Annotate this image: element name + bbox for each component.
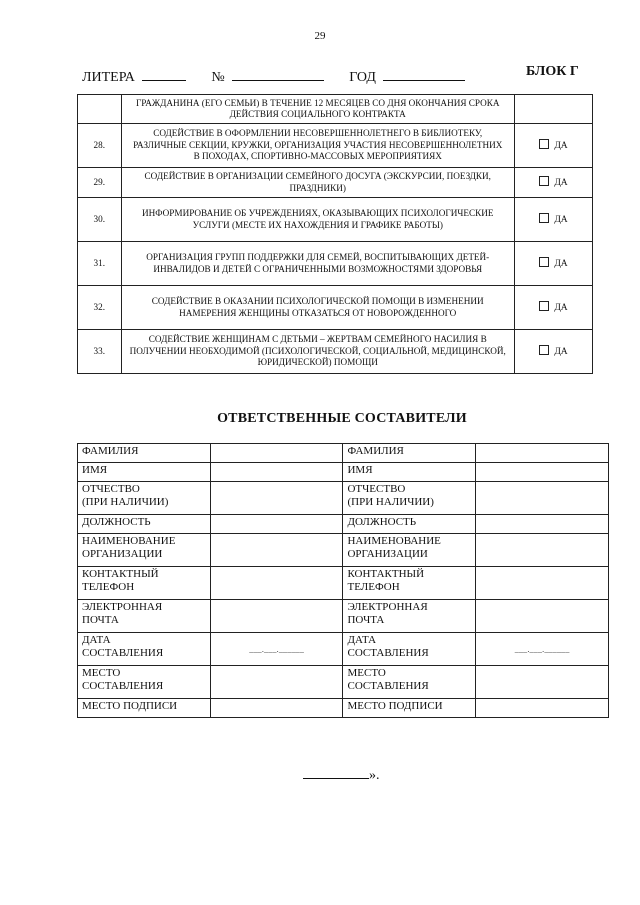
author-field-value[interactable] xyxy=(210,699,343,718)
yes-checkbox[interactable] xyxy=(539,301,549,311)
author-field-label: ДАТА СОСТАВЛЕНИЯ xyxy=(343,633,476,666)
yes-label: ДА xyxy=(554,302,568,313)
author-field-label: ДОЛЖНОСТЬ xyxy=(78,515,211,534)
author-field-value[interactable] xyxy=(476,699,609,718)
service-description: СОДЕЙСТВИЕ В ОФОРМЛЕНИИ НЕСОВЕРШЕННОЛЕТНЕГО В БИБЛИОТЕКУ, РАЗЛИЧНЫЕ СЕКЦИИ, КРУЖКИ, ОРГАНИЗАЦИЯ УЧАСТИЯ НЕСОВЕРШЕННОЛЕТНИХ В ПОХОДАХ, СПОРТИВНО-МАССОВЫХ МЕРОПРИЯТИЯХ xyxy=(121,124,514,168)
service-row xyxy=(78,242,593,286)
service-number: 28. xyxy=(78,124,122,168)
yes-checkbox[interactable] xyxy=(539,176,549,186)
author-row xyxy=(78,633,609,666)
footer-suffix: ». xyxy=(369,768,380,783)
yes-label: ДА xyxy=(554,177,568,188)
service-row xyxy=(78,330,593,374)
service-number: 31. xyxy=(78,242,122,286)
services-table xyxy=(77,94,593,374)
footer-blank-field[interactable] xyxy=(303,766,369,779)
number-field[interactable] xyxy=(232,68,324,81)
yes-checkbox[interactable] xyxy=(539,213,549,223)
authors-title: ОТВЕТСТВЕННЫЕ СОСТАВИТЕЛИ xyxy=(217,411,467,426)
author-field-value[interactable] xyxy=(210,515,343,534)
yes-label: ДА xyxy=(554,258,568,269)
author-field-label: МЕСТО СОСТАВЛЕНИЯ xyxy=(343,666,476,699)
service-row xyxy=(78,286,593,330)
service-row xyxy=(78,124,593,168)
author-field-label: КОНТАКТНЫЙ ТЕЛЕФОН xyxy=(78,567,211,600)
service-number xyxy=(78,95,122,124)
author-field-label: ФАМИЛИЯ xyxy=(343,444,476,463)
author-field-label: ОТЧЕСТВО (ПРИ НАЛИЧИИ) xyxy=(343,482,476,515)
author-field-label: ЭЛЕКТРОННАЯ ПОЧТА xyxy=(343,600,476,633)
service-number: 29. xyxy=(78,168,122,198)
author-field-label: ИМЯ xyxy=(78,463,211,482)
author-row xyxy=(78,666,609,699)
service-answer-cell xyxy=(514,95,592,124)
litera-field[interactable] xyxy=(142,68,186,81)
litera-label: ЛИТЕРА xyxy=(82,70,135,85)
author-field-value[interactable] xyxy=(210,633,343,666)
author-field-label: ИМЯ xyxy=(343,463,476,482)
block-label: БЛОК Г xyxy=(526,64,579,79)
service-description: ИНФОРМИРОВАНИЕ ОБ УЧРЕЖДЕНИЯХ, ОКАЗЫВАЮЩИХ ПСИХОЛОГИЧЕСКИЕ УСЛУГИ (МЕСТЕ ИХ НАХОЖДЕНИЯ И ГРАФИКЕ РАБОТЫ) xyxy=(121,198,514,242)
service-description: СОДЕЙСТВИЕ В ОРГАНИЗАЦИИ СЕМЕЙНОГО ДОСУГА (ЭКСКУРСИИ, ПОЕЗДКИ, ПРАЗДНИКИ) xyxy=(121,168,514,198)
author-field-value[interactable] xyxy=(210,444,343,463)
year-field[interactable] xyxy=(383,68,465,81)
service-answer-cell xyxy=(514,242,592,286)
yes-label: ДА xyxy=(554,214,568,225)
yes-checkbox[interactable] xyxy=(539,345,549,355)
author-field-value[interactable] xyxy=(210,482,343,515)
service-description: СОДЕЙСТВИЕ ЖЕНЩИНАМ С ДЕТЬМИ – ЖЕРТВАМ СЕМЕЙНОГО НАСИЛИЯ В ПОЛУЧЕНИИ НЕОБХОДИМОЙ (ПСИХОЛОГИЧЕСКОЙ, СОЦИАЛЬНОЙ, МЕДИЦИНСКОЙ, ЮРИДИЧЕСКОЙ) ПОМОЩИ xyxy=(121,330,514,374)
author-field-value[interactable] xyxy=(476,482,609,515)
author-row xyxy=(78,444,609,463)
author-field-value[interactable] xyxy=(476,444,609,463)
author-field-value[interactable] xyxy=(476,600,609,633)
service-answer-cell xyxy=(514,286,592,330)
author-field-value[interactable] xyxy=(210,534,343,567)
number-label: № xyxy=(211,70,225,85)
service-number: 33. xyxy=(78,330,122,374)
service-answer-cell xyxy=(514,124,592,168)
form-header xyxy=(82,68,469,86)
service-row xyxy=(78,95,593,124)
author-field-label: МЕСТО ПОДПИСИ xyxy=(343,699,476,718)
author-field-label: ДОЛЖНОСТЬ xyxy=(343,515,476,534)
yes-label: ДА xyxy=(554,140,568,151)
author-field-value[interactable] xyxy=(210,567,343,600)
author-field-label: КОНТАКТНЫЙ ТЕЛЕФОН xyxy=(343,567,476,600)
author-row xyxy=(78,463,609,482)
service-description: ОРГАНИЗАЦИЯ ГРУПП ПОДДЕРЖКИ ДЛЯ СЕМЕЙ, ВОСПИТЫВАЮЩИХ ДЕТЕЙ-ИНВАЛИДОВ И ДЕТЕЙ С ОГРАНИЧЕННЫМИ ВОЗМОЖНОСТЯМИ ЗДОРОВЬЯ xyxy=(121,242,514,286)
author-field-value[interactable] xyxy=(476,515,609,534)
author-row xyxy=(78,567,609,600)
footer-line xyxy=(303,766,380,784)
service-answer-cell xyxy=(514,330,592,374)
service-number: 32. xyxy=(78,286,122,330)
service-description: СОДЕЙСТВИЕ В ОКАЗАНИИ ПСИХОЛОГИЧЕСКОЙ ПОМОЩИ В ИЗМЕНЕНИИ НАМЕРЕНИЯ ЖЕНЩИНЫ ОТКАЗАТЬСЯ ОТ НОВОРОЖДЕННОГО xyxy=(121,286,514,330)
service-number: 30. xyxy=(78,198,122,242)
author-field-value[interactable] xyxy=(476,666,609,699)
author-field-value[interactable] xyxy=(210,600,343,633)
author-field-label: ЭЛЕКТРОННАЯ ПОЧТА xyxy=(78,600,211,633)
author-row xyxy=(78,699,609,718)
service-description: ГРАЖДАНИНА (ЕГО СЕМЬИ) В ТЕЧЕНИЕ 12 МЕСЯЦЕВ СО ДНЯ ОКОНЧАНИЯ СРОКА ДЕЙСТВИЯ СОЦИАЛЬНОГО КОНТРАКТА xyxy=(121,95,514,124)
author-row xyxy=(78,534,609,567)
author-field-value[interactable] xyxy=(476,534,609,567)
author-field-label: ОТЧЕСТВО (ПРИ НАЛИЧИИ) xyxy=(78,482,211,515)
yes-checkbox[interactable] xyxy=(539,139,549,149)
author-field-label: ДАТА СОСТАВЛЕНИЯ xyxy=(78,633,211,666)
service-row xyxy=(78,168,593,198)
service-row xyxy=(78,198,593,242)
author-field-label: МЕСТО СОСТАВЛЕНИЯ xyxy=(78,666,211,699)
date-blank: ___.___.______ xyxy=(249,644,305,654)
author-row xyxy=(78,482,609,515)
author-field-label: НАИМЕНОВАНИЕ ОРГАНИЗАЦИИ xyxy=(78,534,211,567)
author-field-value[interactable] xyxy=(476,633,609,666)
author-field-label: НАИМЕНОВАНИЕ ОРГАНИЗАЦИИ xyxy=(343,534,476,567)
author-field-value[interactable] xyxy=(476,463,609,482)
yes-label: ДА xyxy=(554,346,568,357)
author-field-value[interactable] xyxy=(476,567,609,600)
author-field-value[interactable] xyxy=(210,463,343,482)
author-field-label: ФАМИЛИЯ xyxy=(78,444,211,463)
author-field-label: МЕСТО ПОДПИСИ xyxy=(78,699,211,718)
date-blank: ___.___.______ xyxy=(514,644,570,654)
author-row xyxy=(78,600,609,633)
year-label: ГОД xyxy=(349,70,376,85)
authors-table xyxy=(77,443,609,718)
page-number: 29 xyxy=(314,30,326,42)
service-answer-cell xyxy=(514,198,592,242)
yes-checkbox[interactable] xyxy=(539,257,549,267)
author-row xyxy=(78,515,609,534)
author-field-value[interactable] xyxy=(210,666,343,699)
service-answer-cell xyxy=(514,168,592,198)
